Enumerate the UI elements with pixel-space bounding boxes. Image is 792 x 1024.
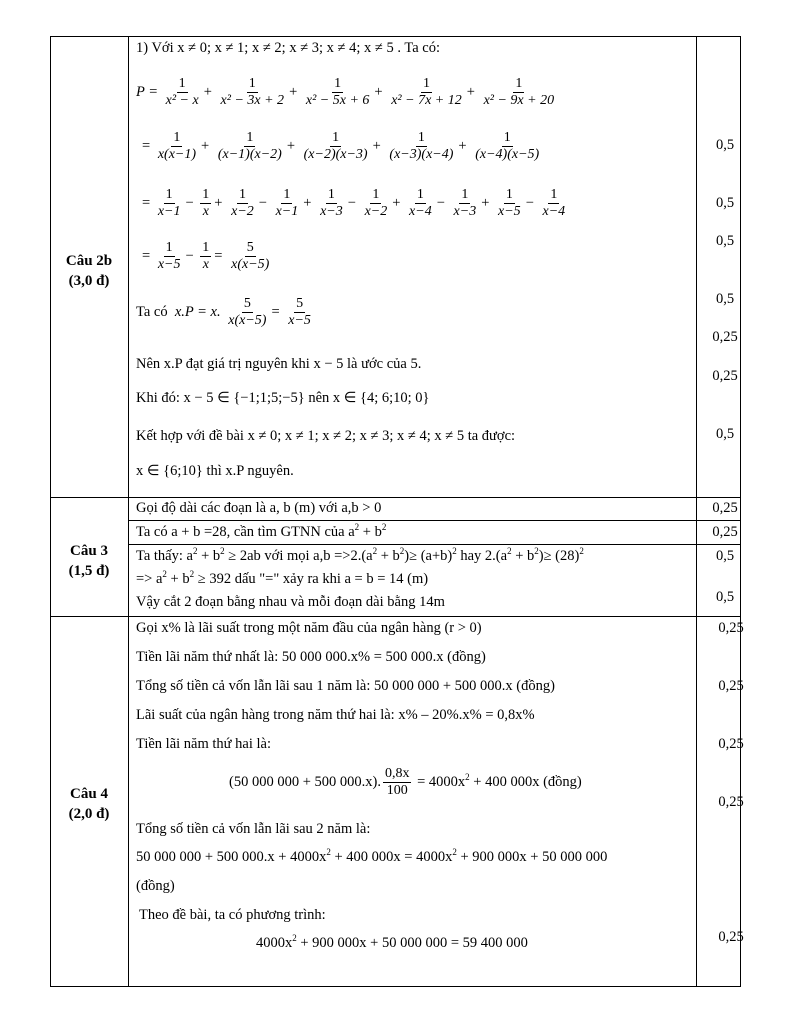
c4-line-2: Tiền lãi năm thứ nhất là: 50 000 000.x% = 500 000.x (đồng)	[136, 649, 486, 665]
question-label-4: Câu 4 (2,0 đ)	[68, 786, 110, 822]
c4-line-5: Tiền lãi năm thứ hai là:	[136, 736, 271, 752]
p-definition: P = $\frac{1}{\text{x² − x}}$ + $\frac{1}{\text{x² − 3x + 2}}$ + $\frac{1}{\text{x² − 5x + 6}}$ + $\frac{1}{\text{x² − 7x + 12}}$ + $\frac{1}{\text{x² − 9x + 20}}$	[136, 76, 555, 108]
score: 0,25	[712, 368, 738, 384]
c4-line-3: Tổng số tiền cả vốn lẫn lãi sau 1 năm là: 50 000 000 + 500 000.x (đồng)	[136, 678, 555, 694]
score: 0,5	[715, 426, 735, 442]
score: 0,25	[718, 929, 744, 945]
c3-line-5: Vậy cắt 2 đoạn bằng nhau và mỗi đoạn dài bằng 14m	[136, 594, 445, 610]
partial-fraction-line: = $\frac{1}{x-1}$ − $\frac{1}{x}$ + $\frac{1}{x-2}$ − $\frac{1}{x-1}$ + $\frac{1}{x-3}$ − $\frac{1}{x-2}$ + $\frac{1}{x-4}$ − $\frac{1}{x-3}$ + $\frac{1}{x-5}$ − $\frac{1}{x-4}$	[142, 187, 566, 219]
combine-line: Kết hợp với đề bài x ≠ 0; x ≠ 1; x ≠ 2; x ≠ 3; x ≠ 4; x ≠ 5 ta được:	[136, 428, 516, 444]
c4-line-4: Lãi suất của ngân hàng trong năm thứ hai là: x% – 20%.x% = 0,8x%	[136, 707, 535, 723]
c3-line-2: Ta có a + b =28, cần tìm GTNN của $a^2 + b^2$	[136, 522, 387, 540]
c3-line-3: Ta thấy: $a^2 + b^2 \ge 2ab$ với mọi $a,b =>2.(a^2 + b^2)\ge (a+b)^2$ hay $2.(a^2 + b^2)\ge (28)^2$	[136, 546, 584, 564]
score: 0,25	[718, 678, 744, 694]
c3-line-4: => $a^2 + b^2 \ge 392$ dấu "=" xảy ra khi a = b = 14 (m)	[136, 569, 429, 587]
divisor-line: Khi đó: x − 5 ∈ {−1;1;5;−5} nên x ∈ {4; 6;10; 0}	[136, 390, 430, 406]
score: 0,25	[718, 794, 744, 810]
table-border	[50, 36, 51, 987]
question-label-2b: Câu 2b (3,0 đ)	[65, 253, 113, 289]
score: 0,25	[712, 524, 738, 540]
c4-equation: $4000x^2 + 900$ 000x + 50 000 000 = 59 400 000	[256, 933, 528, 951]
table-border	[50, 36, 741, 37]
row-separator	[128, 520, 741, 521]
table-border	[128, 36, 129, 987]
c4-line-9: (đồng)	[136, 878, 175, 894]
row-separator	[50, 497, 741, 498]
condition-line: 1) Với x ≠ 0; x ≠ 1; x ≠ 2; x ≠ 3; x ≠ 4; x ≠ 5 . Ta có:	[136, 40, 440, 56]
c4-line-1: Gọi x% là lãi suất trong một năm đầu của ngân hàng (r > 0)	[136, 620, 482, 636]
integer-condition: Nên x.P đạt giá trị nguyên khi x − 5 là ước của 5.	[136, 356, 422, 372]
score: 0,5	[715, 233, 735, 249]
score: 0,5	[715, 291, 735, 307]
score: 0,5	[715, 137, 735, 153]
score: 0,25	[718, 736, 744, 752]
row-separator	[128, 544, 741, 545]
factored-line: = $\frac{1}{x(x-1)}$ + $\frac{1}{(x-1)(x-2)}$ + $\frac{1}{(x-2)(x-3)}$ + $\frac{1}{(x-3)(x-4)}$ + $\frac{1}{(x-4)(x-5)}$	[142, 130, 540, 162]
c3-line-1: Gọi độ dài các đoạn là a, b (m) với a,b > 0	[136, 500, 382, 516]
question-label-3: Câu 3 (1,5 đ)	[68, 543, 110, 579]
c4-line-7: Tổng số tiền cả vốn lẫn lãi sau 2 năm là:	[136, 821, 371, 837]
table-border	[50, 986, 741, 987]
score: 0,5	[715, 195, 735, 211]
score: 0,5	[715, 548, 735, 564]
c4-line-10: Theo đề bài, ta có phương trình:	[139, 907, 326, 923]
score: 0,25	[712, 329, 738, 345]
simplified-line: = $\frac{1}{x-5}$ − $\frac{1}{x}$ = $\frac{5}{x(x-5)}$	[142, 240, 270, 272]
xp-line: Ta có x.P = x. $\frac{5}{x(x-5)}$ = $\frac{5}{x-5}$	[136, 296, 311, 328]
score: 0,5	[715, 589, 735, 605]
c4-line-6: (50 000 000 + 500 000.x). $\frac{0,8x}{100}$ = $4000x^2 + 400$ 000x (đồng)	[229, 766, 582, 798]
conclusion-line: x ∈ {6;10} thì x.P nguyên.	[136, 463, 294, 479]
c4-line-8: 50 000 000 + 500 $000.x + 4000x^2 + 400$ $000x = 4000x^2 + 900$ 000x + 50 000 000	[136, 847, 608, 865]
row-separator	[50, 616, 741, 617]
score: 0,25	[718, 620, 744, 636]
score: 0,25	[712, 500, 738, 516]
